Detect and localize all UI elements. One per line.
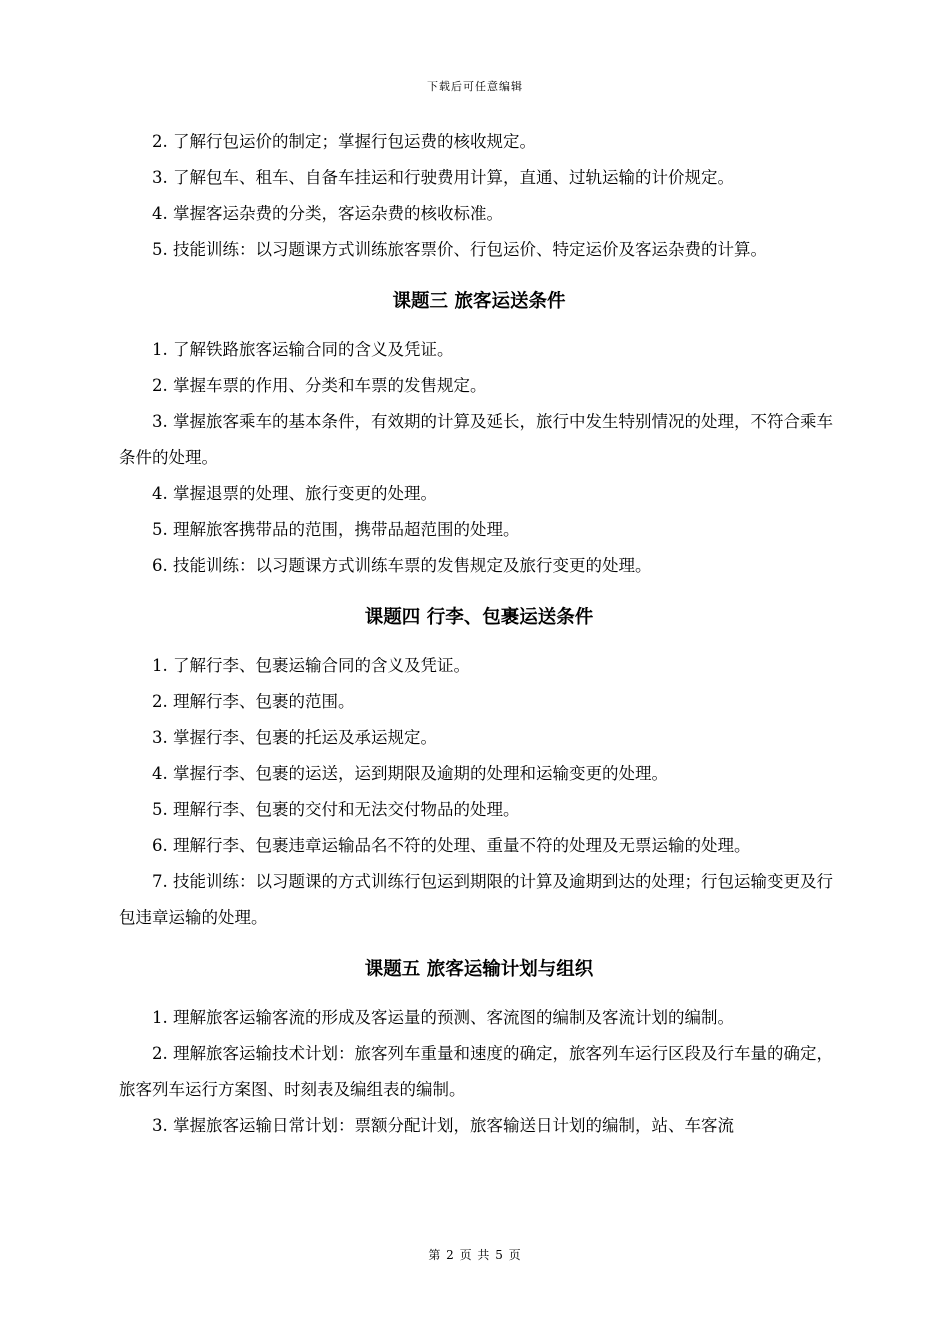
intro-item: 3. 了解包车、租车、自备车挂运和行驶费用计算，直通、过轨运输的计价规定。	[152, 168, 734, 187]
section-4	[119, 598, 839, 638]
page-header: 下载后可任意编辑	[427, 80, 523, 93]
list-item: 3. 掌握旅客乘车的基本条件，有效期的计算及延长，旅行中发生特别情况的处理，不符合乘车条件的处理。	[119, 412, 833, 467]
list-item: 2. 理解行李、包裹的范围。	[152, 692, 355, 711]
list-item: 2. 掌握车票的作用、分类和车票的发售规定。	[152, 376, 487, 395]
list-item: 1. 了解铁路旅客运输合同的含义及凭证。	[152, 340, 454, 359]
list-item: 3. 掌握行李、包裹的托运及承运规定。	[152, 728, 437, 747]
intro-item: 5. 技能训练：以习题课方式训练旅客票价、行包运价、特定运价及客运杂费的计算。	[152, 240, 767, 259]
list-item: 6. 理解行李、包裹违章运输品名不符的处理、重量不符的处理及无票运输的处理。	[152, 836, 751, 855]
list-item: 6. 技能训练：以习题课方式训练车票的发售规定及旅行变更的处理。	[152, 556, 652, 575]
section-5	[119, 950, 839, 990]
document-body	[119, 124, 839, 1144]
intro-item: 4. 掌握客运杂费的分类，客运杂费的核收标准。	[152, 204, 503, 223]
list-item: 1. 理解旅客运输客流的形成及客运量的预测、客流图的编制及客流计划的编制。	[152, 1008, 734, 1027]
page-footer: 第 2 页 共 5 页	[428, 1248, 522, 1262]
list-item: 4. 掌握行李、包裹的运送，运到期限及逾期的处理和运输变更的处理。	[152, 764, 668, 783]
section-title: 课题三 旅客运送条件	[392, 291, 566, 312]
section-3	[119, 282, 839, 322]
list-item: 4. 掌握退票的处理、旅行变更的处理。	[152, 484, 437, 503]
section-title: 课题五 旅客运输计划与组织	[364, 959, 594, 980]
list-item: 2. 理解旅客运输技术计划：旅客列车重量和速度的确定，旅客列车运行区段及行车量的确定，旅客列车运行方案图、时刻表及编组表的编制。	[119, 1044, 833, 1099]
list-item: 1. 了解行李、包裹运输合同的含义及凭证。	[152, 656, 470, 675]
section-title: 课题四 行李、包裹运送条件	[364, 607, 594, 628]
list-item: 5. 理解行李、包裹的交付和无法交付物品的处理。	[152, 800, 520, 819]
list-item: 7. 技能训练：以习题课的方式训练行包运到期限的计算及逾期到达的处理；行包运输变更及行包违章运输的处理。	[119, 872, 833, 927]
list-item: 5. 理解旅客携带品的范围，携带品超范围的处理。	[152, 520, 520, 539]
intro-item: 2. 了解行包运价的制定；掌握行包运费的核收规定。	[152, 132, 536, 151]
list-item: 3. 掌握旅客运输日常计划：票额分配计划，旅客输送日计划的编制，站、车客流	[152, 1116, 734, 1135]
